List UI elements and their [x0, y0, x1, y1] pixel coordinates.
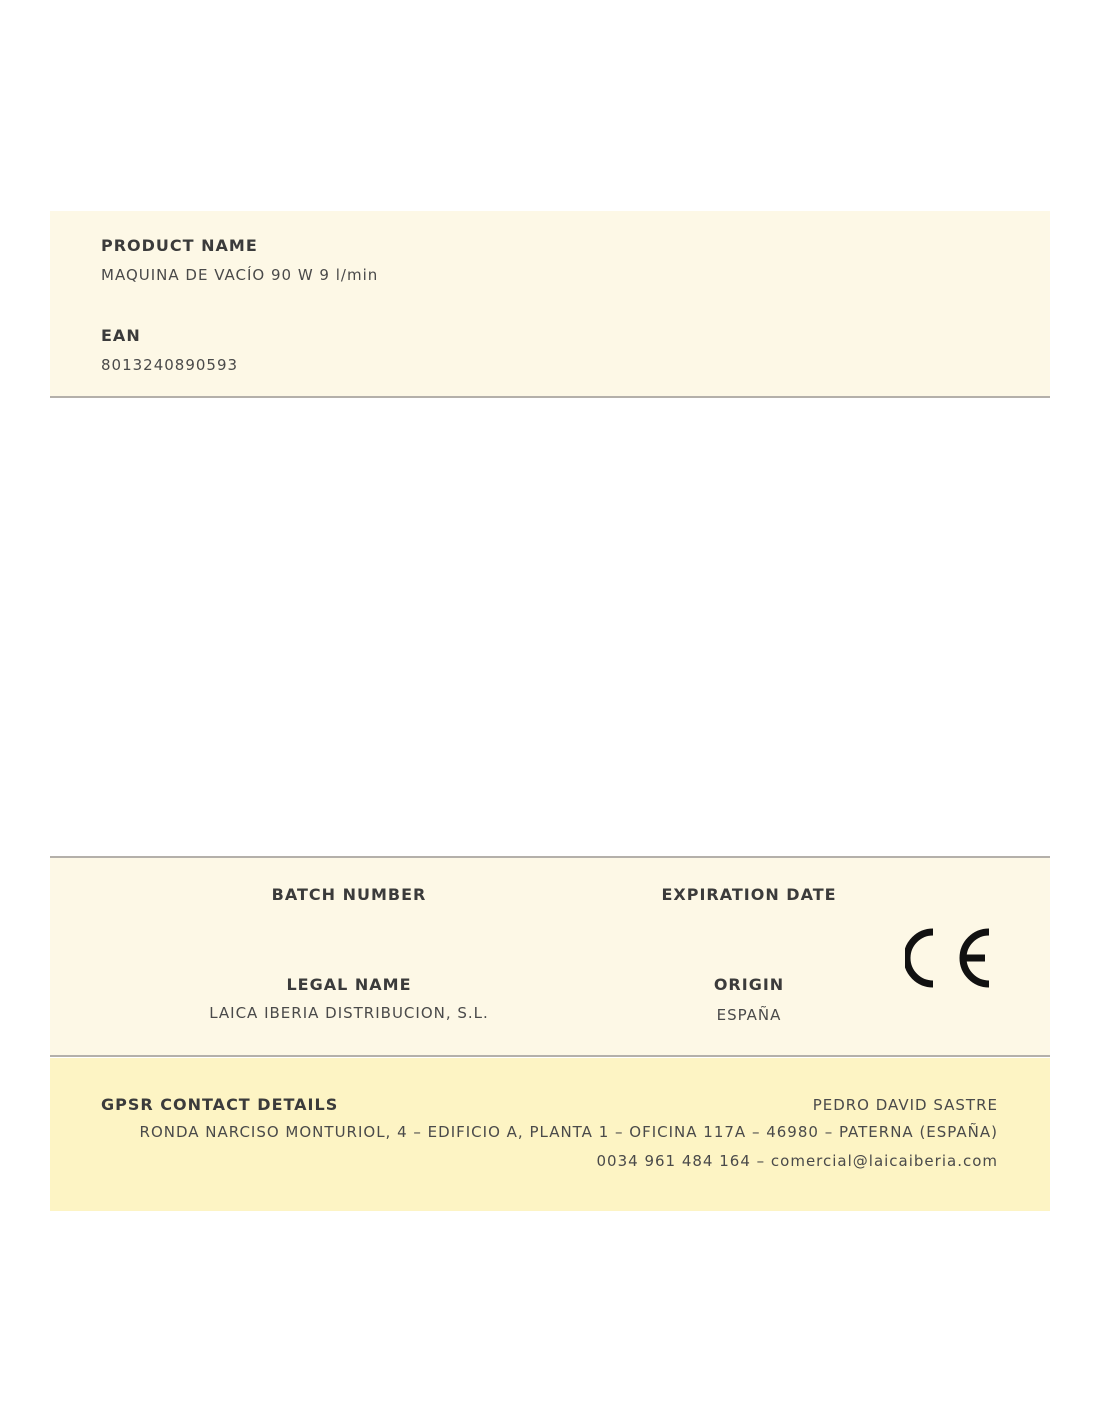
gpsr-contact-label: GPSR CONTACT DETAILS: [101, 1095, 339, 1114]
ean-label: EAN: [101, 326, 141, 345]
contact-phone-email: 0034 961 484 164 – comercial@laicaiberia.com: [596, 1152, 998, 1170]
batch-legal-panel: [50, 856, 1050, 1057]
product-name-label: PRODUCT NAME: [101, 236, 258, 255]
ce-mark-icon: [905, 926, 997, 990]
product-name-value: MAQUINA DE VACÍO 90 W 9 l/min: [101, 266, 379, 284]
product-info-panel: [50, 211, 1050, 398]
legal-name-value: LAICA IBERIA DISTRIBUCION, S.L.: [209, 1004, 489, 1022]
origin-label: ORIGIN: [713, 975, 785, 994]
origin-value: ESPAÑA: [716, 1006, 782, 1024]
expiration-date-label: EXPIRATION DATE: [661, 885, 837, 904]
legal-name-label: LEGAL NAME: [286, 975, 412, 994]
contact-person: PEDRO DAVID SASTRE: [812, 1096, 998, 1114]
batch-number-label: BATCH NUMBER: [271, 885, 427, 904]
ean-value: 8013240890593: [101, 356, 239, 374]
contact-address: RONDA NARCISO MONTURIOL, 4 – EDIFICIO A, PLANTA 1 – OFICINA 117A – 46980 – PATERNA (ESPAÑA): [139, 1123, 998, 1141]
gpsr-contact-panel: [50, 1058, 1050, 1211]
